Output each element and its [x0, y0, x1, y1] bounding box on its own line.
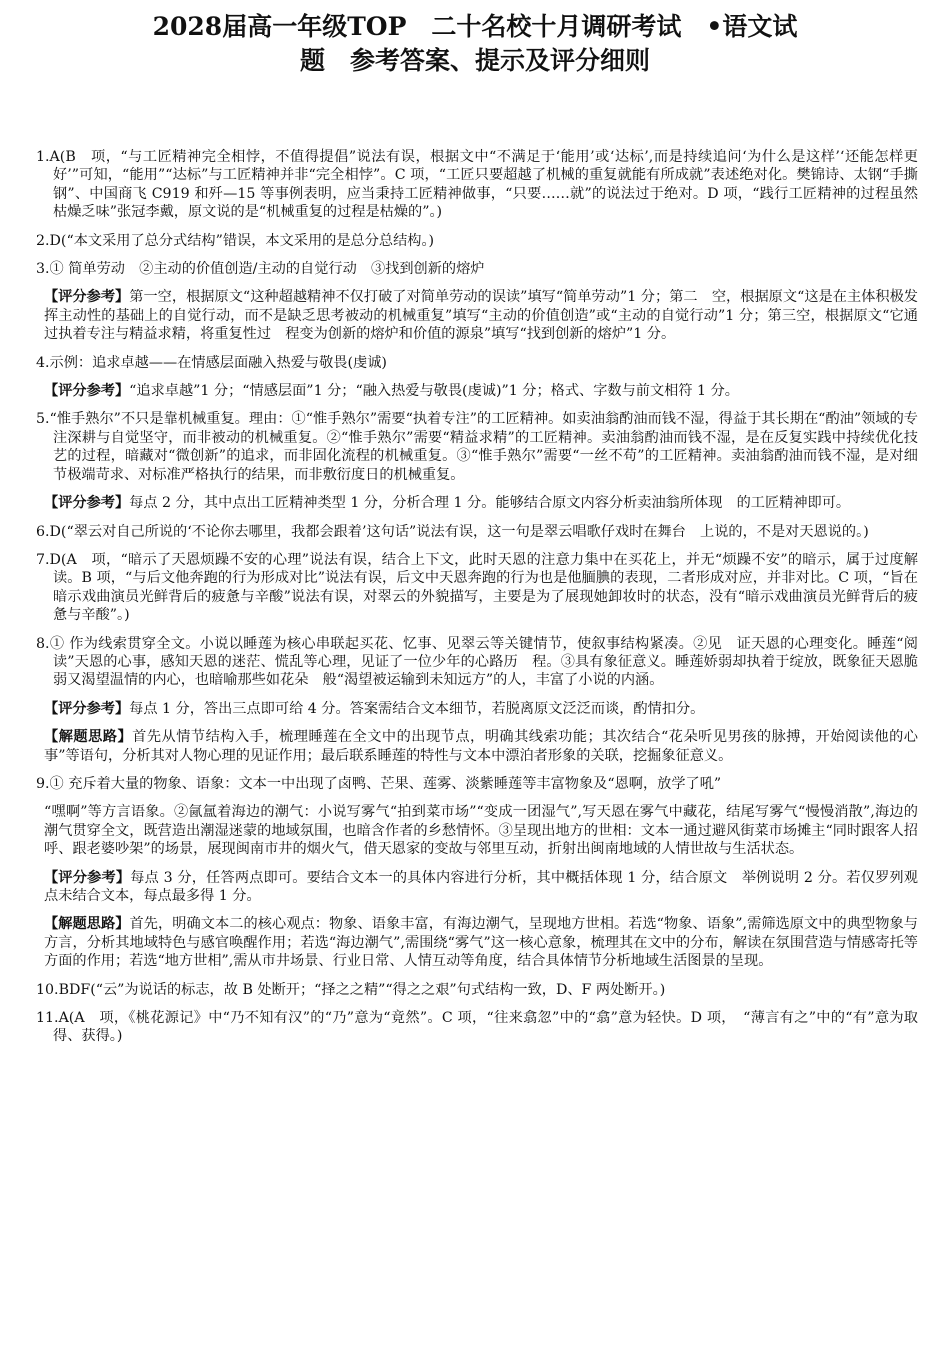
scoring-note-q8 [36, 700, 918, 718]
scoring-text-q9: 每点 3 分，任答两点即可。要结合文本一的具体内容进行分析，其中概括体现 1 分，结合原文 举例说明 2 分。若仅罗列观点未结合文本，每点最多得 1 分。 [44, 869, 918, 904]
answer-q2: 2.D(“本文采用了总分式结构”错误，本文采用的是总分总结构。) [36, 232, 435, 249]
solution-idea-q8 [36, 728, 918, 765]
answer-q6: 6.D(“翠云对自己所说的‘不论你去哪里，我都会跟着’这句话”说法有误，这一句是翠云唱歌仔戏时在舞台 上说的，不是对天恩说的。) [36, 523, 869, 540]
scoring-tag-q4: 【评分参考】 [44, 383, 130, 400]
solution-text-q9: 首先，明确文本二的核心观点：物象、语象丰富，有海边潮气，呈现地方世相。若选“物象、语象”,需筛选原文中的典型物象与方言，分析其地域特色与感官唤醒作用；若选“海边潮气”,需围绕“雾气”这一核心意象，梳理其在文中的分布，解读在氛围营造与情感寄托等方面的作用；若选“地方世相”,需从市井场景、行业日常、人情互动等角度，结合具体情节分析地域生活图景的呈现。 [44, 916, 918, 970]
answer-q1: 1.A(B 项，“与工匠精神完全相悖，不值得提倡”说法有误，根据文中“不满足于‘能用’或‘达标’,而是持续追问‘为什么是这样’‘还能怎样更好’”可知，“能用”“达标”与工匠精神并非“完全相悖”。C 项，“工匠只要超越了机械的重复就能有所成就”表述绝对化。樊锦诗、太钢“手撕钢”、中国商飞 C919 和歼—15 等事例表明，应当秉持工匠精神做事，“只要……就”的说法过于绝对。D 项，“践行工匠精神的过程虽然枯燥乏味”张冠李戴，原文说的是“机械重复的过程是枯燥的”。) [36, 149, 918, 221]
scoring-tag-q5: 【评分参考】 [44, 495, 130, 512]
answer-q3: 3.① 简单劳动 ②主动的价值创造/主动的自觉行动 ③找到创新的熔炉 [36, 261, 485, 278]
solution-text-q8: 首先从情节结构入手，梳理睡莲在全文中的出现节点，明确其线索功能；其次结合“花朵听见男孩的脉搏，开始阅读他的心事”等语句，分析其对人物心理的见证作用；最后联系睡莲的特性与文本中漂泊者形象的关联，挖掘象征意义。 [44, 729, 918, 764]
scoring-text-q4: “追求卓越”1 分；“情感层面”1 分；“融入热爱与敬畏(虔诚)”1 分；格式、字数与前文相符 1 分。 [129, 383, 739, 400]
solution-tag-q8: 【解题思路】 [44, 729, 133, 746]
answer-q9-continued: “嘿啊”等方言语象。②氤氲着海边的潮气：小说写雾气“拍到菜市场”“变成一团湿气”,写天恩在雾气中藏花，结尾写雾气“慢慢消散”,海边的潮气贯穿全文，既营造出潮湿迷蒙的地域氛围，也暗含作者的乡愁情怀。③呈现出地方的世相：文本一通过避风街菜市场摊主“同时跟客人招呼、跟老婆吵架”的场景，展现闽南市井的烟火气，借天恩家的变故与邻里互动，折射出闽南地域的人情世故与生活状态。 [44, 804, 918, 858]
scoring-note-q3 [36, 288, 918, 343]
answer-q11: 11.A(A 项，《桃花源记》中“乃不知有汉”的“乃”意为“竟然”。C 项，“往来翕忽”中的“翕”意为轻快。D 项， “薄言有之”中的“有”意为取得、获得。) [36, 1010, 918, 1045]
scoring-text-q5: 每点 2 分，其中点出工匠精神类型 1 分，分析合理 1 分。能够结合原文内容分析卖油翁所体现 的工匠精神即可。 [129, 495, 851, 512]
title-line-1: 2028届高一年级TOP 二十名校十月调研考试 •语文试 [152, 12, 798, 41]
answer-q7: 7.D(A 项，“暗示了天恩烦躁不安的心理”说法有误，结合上下文，此时天恩的注意力集中在买花上，并无“烦躁不安”的暗示，属于过度解读。B 项，“与后文他奔跑的行为形成对比”说法有误，后文中天恩奔跑的行为也是他腼腆的表现，二者形成对应，并非对比。C 项，“旨在暗示戏曲演员光鲜背后的疲惫与辛酸”说法有误，对翠云的外貌描写，主要是为了展现她卸妆时的状态，没有“暗示戏曲演员光鲜背后的疲惫与辛酸”。) [36, 551, 918, 624]
answer-q8: 8.① 作为线索贯穿全文。小说以睡莲为核心串联起买花、忆事、见翠云等关键情节，使叙事结构紧凑。②见 证天恩的心理变化。睡莲“阅读”天恩的心事，感知天恩的迷茫、慌乱等心理，见证了一位少年的心路历 程。③具有象征意义。睡莲娇弱却执着于绽放，既象征天恩脆弱又渴望温情的内心，也暗喻那些如花朵 般“渴望被运输到未知远方”的人，丰富了小说的内涵。 [36, 635, 918, 689]
answer-q4: 4.示例：追求卓越——在情感层面融入热爱与敬畏(虔诚) [36, 354, 387, 371]
scoring-note-q5 [36, 494, 918, 512]
scoring-tag-q8: 【评分参考】 [44, 700, 130, 717]
page-title [0, 10, 950, 78]
solution-tag-q9: 【解题思路】 [44, 916, 130, 933]
answer-q10: 10.BDF(“云”为说话的标志，故 B 处断开；“择之之精”“得之之艰”句式结构一致，D、F 两处断开。) [36, 981, 666, 998]
scoring-text-q3: 第一空，根据原文“这种超越精神不仅打破了对简单劳动的误读”填写“简单劳动”1 分；第二 空，根据原文“这是在主体积极发挥主动性的基础上的自觉行动，而不是缺乏思考被动的机械重复”填写“主动的价值创造”或“主动的自觉行动”1 分；第三空，根据原文“它通过执着专注与精益求精，将重复性过 程变为创新的熔炉和价值的源泉”填写“找到创新的熔炉”1 分。 [44, 289, 918, 343]
answer-body [36, 148, 918, 1056]
solution-idea-q9 [36, 915, 918, 970]
answer-q5: 5.“惟手熟尔”不只是靠机械重复。理由：①“惟手熟尔”需要“执着专注”的工匠精神。如卖油翁酌油而钱不湿，得益于其长期在“酌油”领域的专注深耕与自觉坚守，而非被动的机械重复。②“惟手熟尔”需要“精益求精”的工匠精神。卖油翁酌油而钱不湿，是在反复实践中持续优化技艺的过程，暗藏对“微创新”的追求，而非固化流程的机械重复。③“惟手熟尔”需要“一丝不苟”的工匠精神。卖油翁酌油而钱不湿，是对细节极端苛求、对标准严格执行的结果，而非敷衍度日的机械重复。 [36, 411, 918, 483]
scoring-note-q4 [36, 382, 918, 400]
title-line-2: 题 参考答案、提示及评分细则 [299, 46, 650, 75]
scoring-text-q8: 每点 1 分，答出三点即可给 4 分。答案需结合文本细节，若脱离原文泛泛而谈，酌情扣分。 [129, 700, 705, 717]
scoring-note-q9 [36, 869, 918, 906]
scoring-tag-q3: 【评分参考】 [44, 289, 130, 306]
answer-q9: 9.① 充斥着大量的物象、语象：文本一中出现了卤鸭、芒果、莲雾、淡紫睡莲等丰富物象及“恩啊，放学了吼” [36, 775, 722, 792]
scoring-tag-q9: 【评分参考】 [44, 869, 131, 886]
